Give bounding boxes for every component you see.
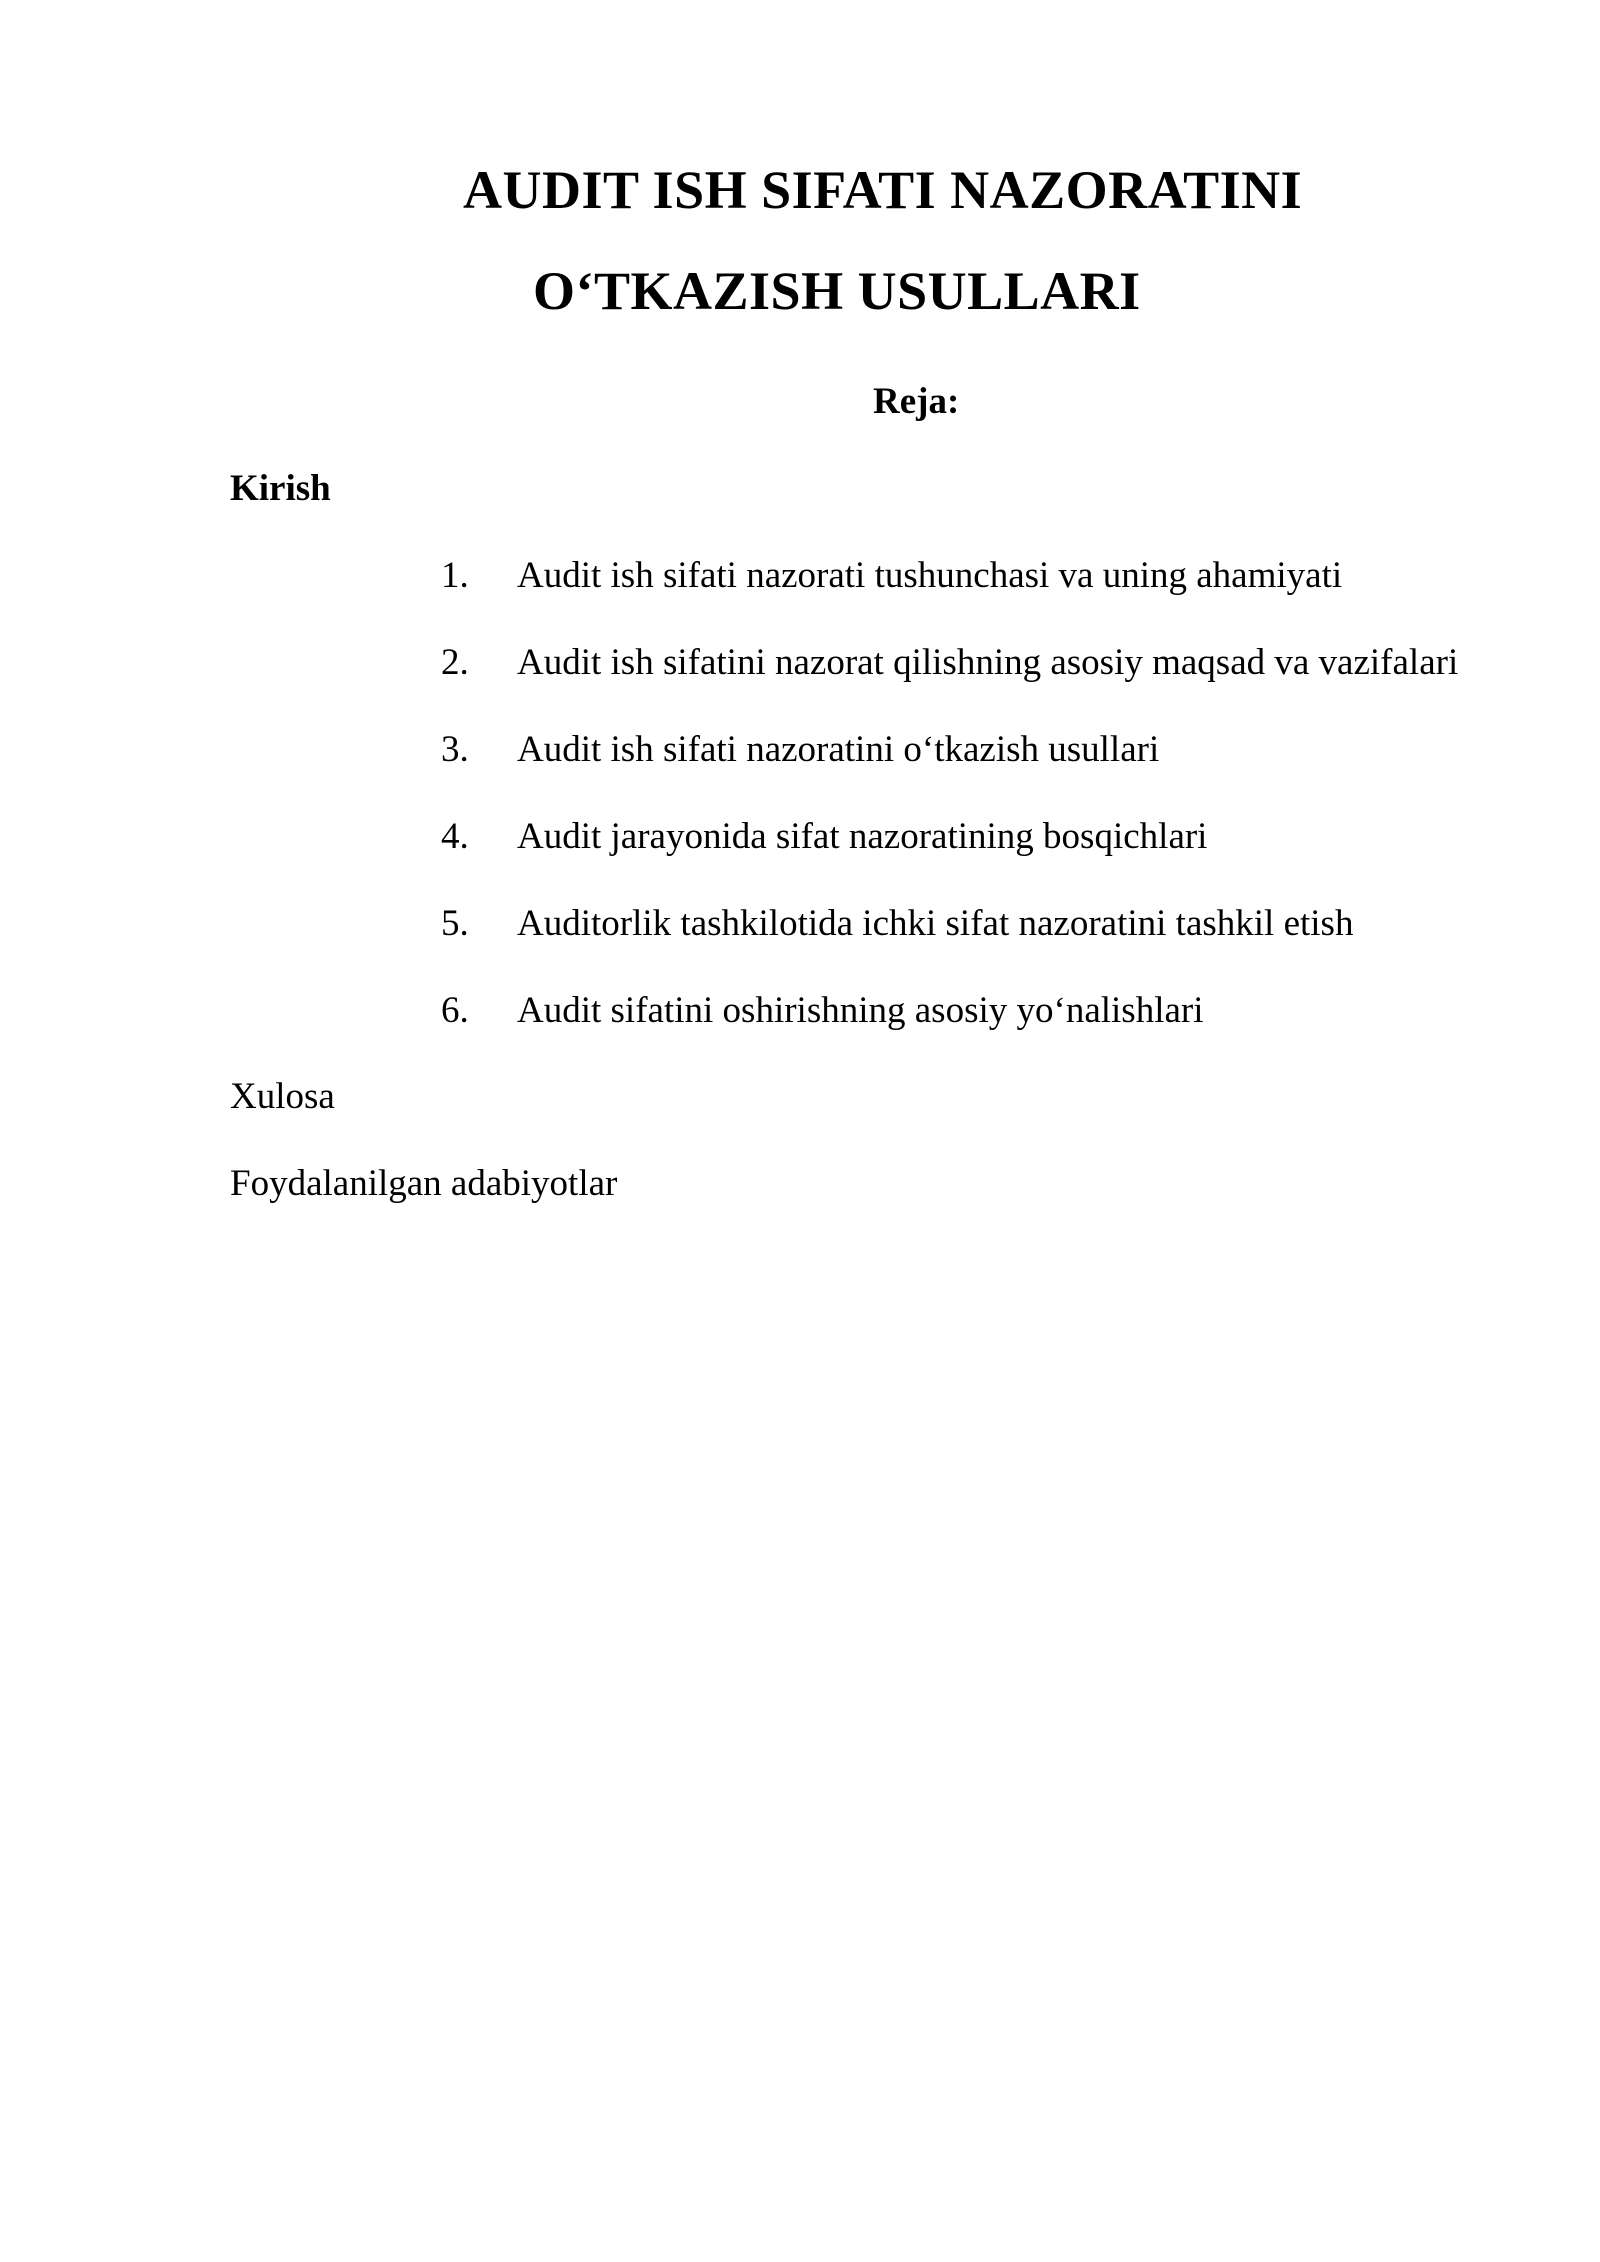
plan-item-number: 6.: [441, 990, 469, 1031]
references-label: Foydalanilgan adabiyotlar: [230, 1163, 618, 1204]
plan-item-number: 2.: [441, 642, 469, 683]
document-title-line-2: O‘TKAZISH USULLARI: [533, 261, 1141, 321]
plan-item-number: 3.: [441, 729, 469, 770]
plan-item-text: Audit ish sifati nazorati tushunchasi va uning ahamiyati: [517, 555, 1343, 596]
plan-item-text: Audit ish sifati nazoratini o‘tkazish usullari: [517, 729, 1160, 770]
document-title-line-1: AUDIT ISH SIFATI NAZORATINI: [463, 160, 1303, 220]
plan-item-number: 1.: [441, 555, 469, 596]
plan-item-text: Auditorlik tashkilotida ichki sifat nazoratini tashkil etish: [517, 903, 1354, 944]
intro-label: Kirish: [230, 468, 331, 509]
plan-item-number: 5.: [441, 903, 469, 944]
conclusion-label: Xulosa: [230, 1076, 335, 1117]
plan-item-text: Audit jarayonida sifat nazoratining bosqichlari: [517, 816, 1208, 857]
plan-heading: Reja:: [873, 381, 960, 422]
plan-item-number: 4.: [441, 816, 469, 857]
plan-item-text: Audit ish sifatini nazorat qilishning asosiy maqsad va vazifalari: [517, 642, 1459, 683]
plan-item-text: Audit sifatini oshirishning asosiy yo‘nalishlari: [517, 990, 1204, 1031]
